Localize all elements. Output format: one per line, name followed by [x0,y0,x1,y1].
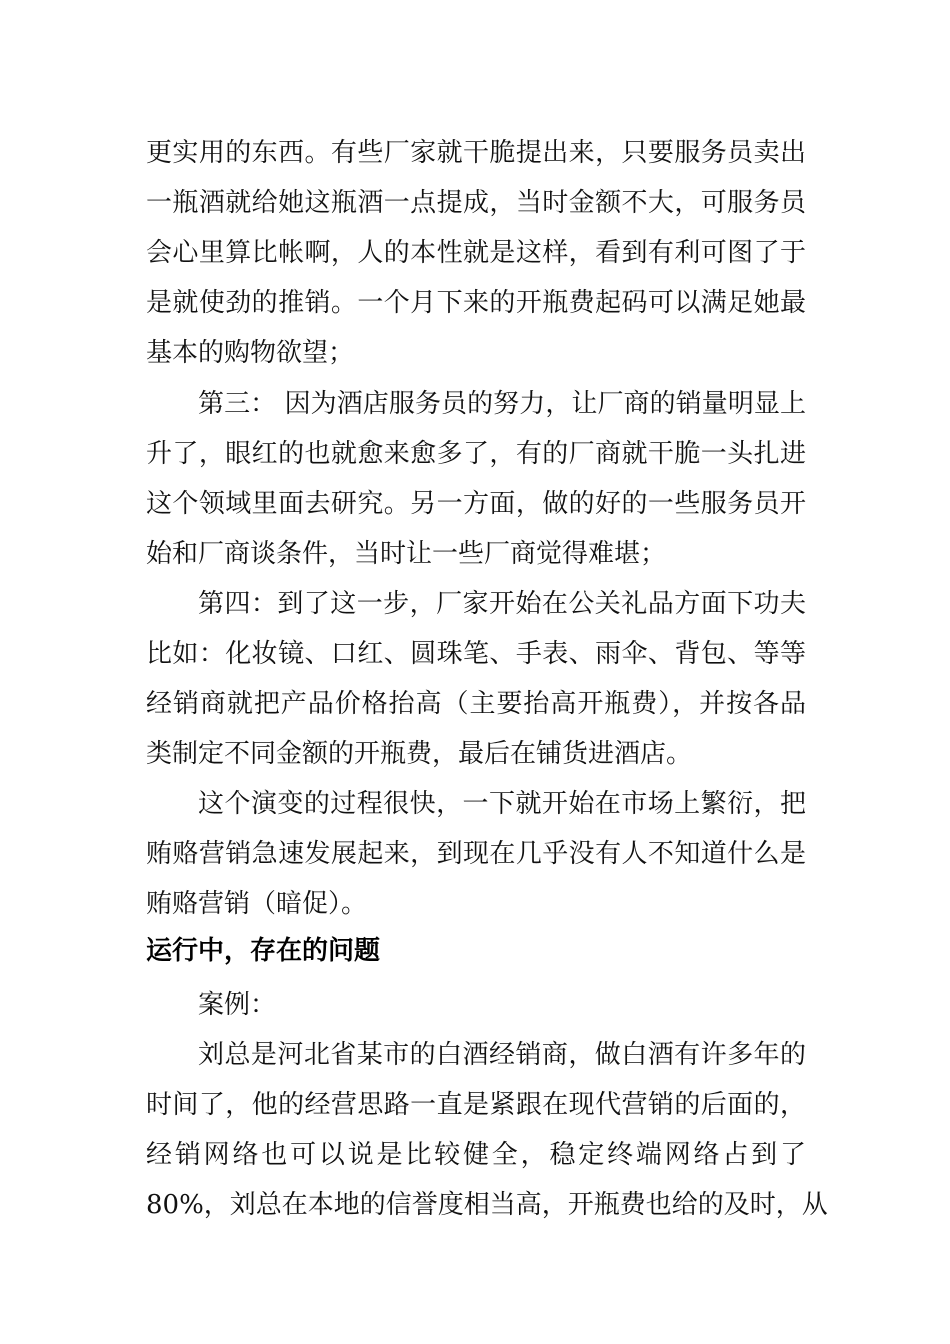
body-text-line: 贿赂营销急速发展起来，到现在几乎没有人不知道什么是 [146,839,806,869]
case-label: 案例： [198,990,277,1020]
body-text-line: 类制定不同金额的开瓶费，最后在铺货进酒店。 [146,739,693,769]
body-text-line: 时间了，他的经营思路一直是紧跟在现代营销的后面的， [146,1090,806,1120]
body-text-line: 始和厂商谈条件，当时让一些厂商觉得难堪； [146,539,667,569]
body-text-line: 贿赂营销（暗促）。 [146,889,368,919]
body-text-line: 经销网络也可以说是比较健全，稳定终端网络占到了 [146,1140,806,1170]
body-text-line: 一瓶酒就给她这瓶酒一点提成，当时金额不大，可服务员 [146,188,806,218]
body-text-line: 经销商就把产品价格抬高（主要抬高开瓶费），并按各品 [146,689,806,719]
body-text-line: 80%，刘总在本地的信誉度相当高，开瓶费也给的及时，从 [146,1190,828,1220]
body-text-line: 是就使劲的推销。一个月下来的开瓶费起码可以满足她最 [146,288,806,318]
paragraph-third-point: 第三： 因为酒店服务员的努力，让厂商的销量明显上 [198,389,806,419]
body-text-line: 这个领域里面去研究。另一方面，做的好的一些服务员开 [146,489,806,519]
paragraph-fourth-point: 第四：到了这一步，厂家开始在公关礼品方面下功夫 [198,589,806,619]
body-text-line: 更实用的东西。有些厂家就干脆提出来，只要服务员卖出 [146,138,806,168]
case-paragraph: 刘总是河北省某市的白酒经销商，做白酒有许多年的 [198,1040,806,1070]
body-text-line: 升了，眼红的也就愈来愈多了，有的厂商就干脆一头扎进 [146,439,806,469]
body-text-line: 基本的购物欲望； [146,338,355,368]
section-heading: 运行中，存在的问题 [146,936,381,966]
body-text-line: 比如：化妆镜、口红、圆珠笔、手表、雨伞、背包、等等 [146,639,806,669]
paragraph-evolution: 这个演变的过程很快，一下就开始在市场上繁衍，把 [198,789,806,819]
body-text-line: 会心里算比帐啊，人的本性就是这样，看到有利可图了于 [146,238,806,268]
